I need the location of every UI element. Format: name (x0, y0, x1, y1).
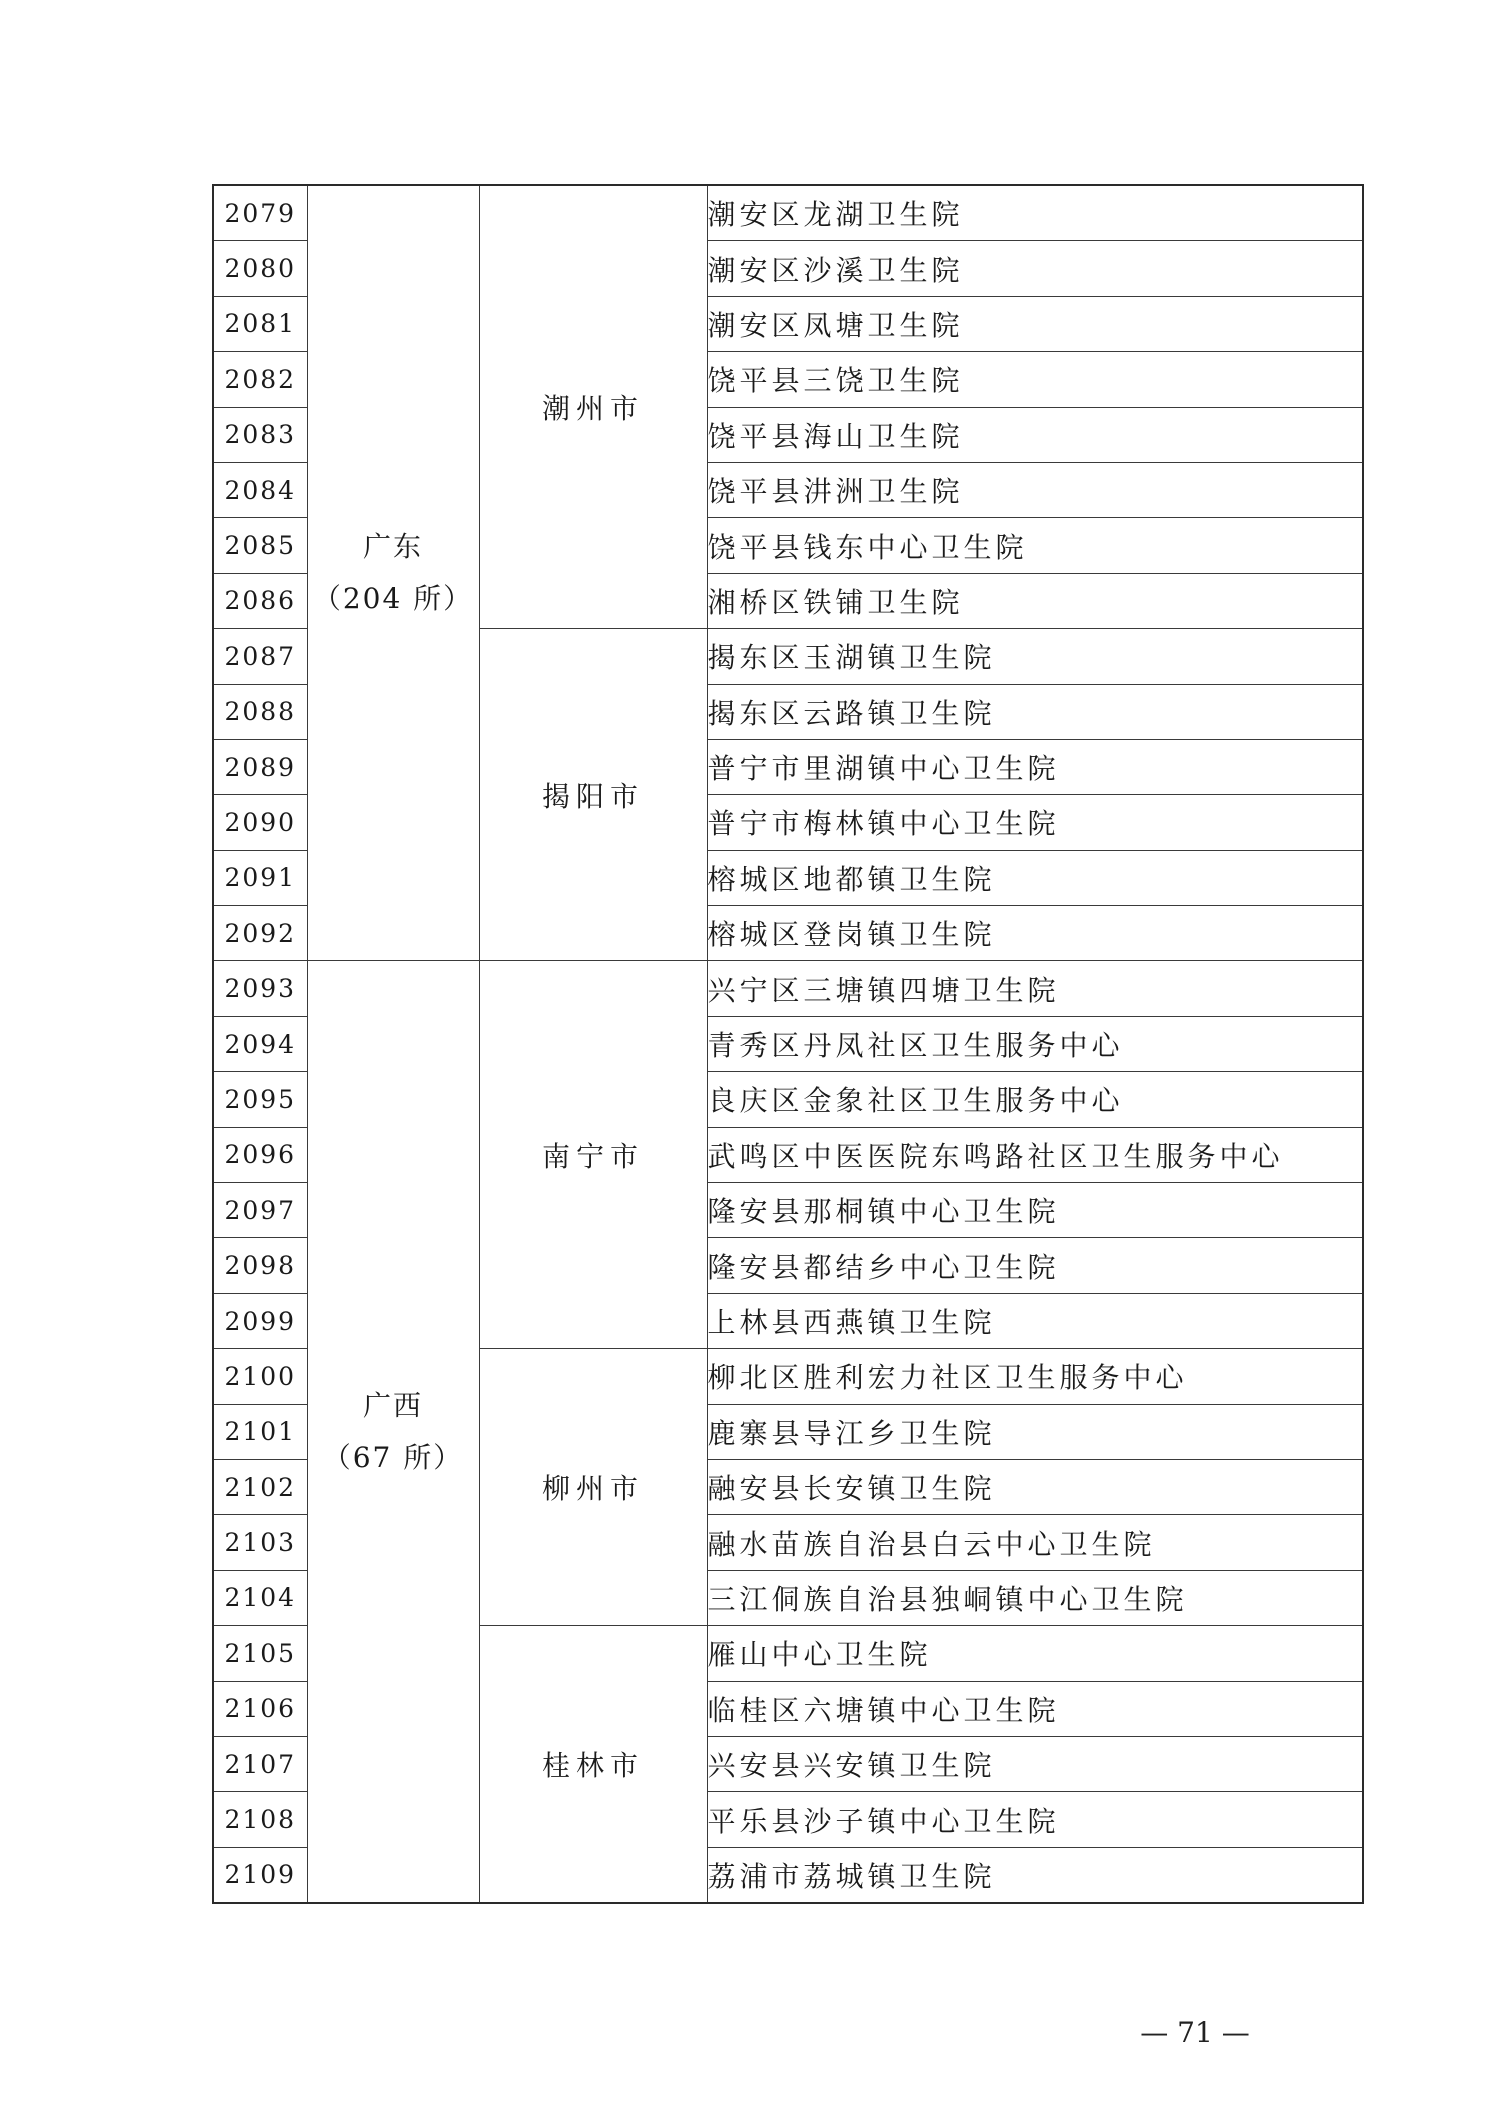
row-number: 2107 (213, 1736, 307, 1791)
city-cell: 柳州市 (479, 1349, 707, 1626)
institution-table (212, 184, 1364, 1904)
institution-name: 融水苗族自治县白云中心卫生院 (707, 1515, 1363, 1570)
row-number: 2103 (213, 1515, 307, 1570)
table-body (213, 185, 1363, 1903)
institution-name: 鹿寨县导江乡卫生院 (707, 1404, 1363, 1459)
row-number: 2106 (213, 1681, 307, 1736)
institution-name: 柳北区胜利宏力社区卫生服务中心 (707, 1349, 1363, 1404)
table-row (213, 185, 1363, 241)
row-number: 2093 (213, 961, 307, 1016)
city-cell: 潮州市 (479, 185, 707, 629)
row-number: 2094 (213, 1016, 307, 1071)
row-number: 2080 (213, 241, 307, 296)
province-count: （204 所） (312, 582, 474, 616)
institution-name: 兴安县兴安镇卫生院 (707, 1736, 1363, 1791)
institution-name: 上林县西燕镇卫生院 (707, 1293, 1363, 1348)
table-row (213, 961, 1363, 1016)
institution-name: 潮安区龙湖卫生院 (707, 185, 1363, 241)
institution-name: 隆安县那桐镇中心卫生院 (707, 1183, 1363, 1238)
institution-name: 饶平县汫洲卫生院 (707, 462, 1363, 517)
row-number: 2084 (213, 462, 307, 517)
row-number: 2087 (213, 629, 307, 684)
institution-name: 隆安县都结乡中心卫生院 (707, 1238, 1363, 1293)
row-number: 2081 (213, 296, 307, 351)
province-name: 广东 (362, 530, 423, 564)
institution-name: 平乐县沙子镇中心卫生院 (707, 1792, 1363, 1847)
row-number: 2109 (213, 1847, 307, 1903)
row-number: 2092 (213, 906, 307, 961)
institution-name: 普宁市梅林镇中心卫生院 (707, 795, 1363, 850)
row-number: 2082 (213, 352, 307, 407)
province-cell (307, 185, 479, 961)
institution-name: 三江侗族自治县独峒镇中心卫生院 (707, 1570, 1363, 1625)
institution-name: 良庆区金象社区卫生服务中心 (707, 1072, 1363, 1127)
row-number: 2108 (213, 1792, 307, 1847)
institution-name: 青秀区丹凤社区卫生服务中心 (707, 1016, 1363, 1071)
row-number: 2104 (213, 1570, 307, 1625)
province-cell (307, 961, 479, 1903)
row-number: 2098 (213, 1238, 307, 1293)
institution-name: 揭东区玉湖镇卫生院 (707, 629, 1363, 684)
institution-name: 临桂区六塘镇中心卫生院 (707, 1681, 1363, 1736)
row-number: 2101 (213, 1404, 307, 1459)
institution-name: 兴宁区三塘镇四塘卫生院 (707, 961, 1363, 1016)
city-cell: 揭阳市 (479, 629, 707, 961)
row-number: 2105 (213, 1626, 307, 1681)
institution-name: 潮安区凤塘卫生院 (707, 296, 1363, 351)
row-number: 2091 (213, 850, 307, 905)
row-number: 2102 (213, 1459, 307, 1514)
province-name: 广西 (362, 1388, 423, 1422)
institution-name: 饶平县海山卫生院 (707, 407, 1363, 462)
row-number: 2096 (213, 1127, 307, 1182)
row-number: 2086 (213, 573, 307, 628)
city-cell: 桂林市 (479, 1626, 707, 1903)
row-number: 2099 (213, 1293, 307, 1348)
row-number: 2089 (213, 739, 307, 794)
row-number: 2085 (213, 518, 307, 573)
row-number: 2090 (213, 795, 307, 850)
institution-name: 湘桥区铁铺卫生院 (707, 573, 1363, 628)
institution-name: 荔浦市荔城镇卫生院 (707, 1847, 1363, 1903)
institution-name: 融安县长安镇卫生院 (707, 1459, 1363, 1514)
institution-name: 榕城区地都镇卫生院 (707, 850, 1363, 905)
institution-name: 潮安区沙溪卫生院 (707, 241, 1363, 296)
institution-name: 榕城区登岗镇卫生院 (707, 906, 1363, 961)
institution-name: 普宁市里湖镇中心卫生院 (707, 739, 1363, 794)
institution-name: 饶平县三饶卫生院 (707, 352, 1363, 407)
row-number: 2100 (213, 1349, 307, 1404)
institution-name: 雁山中心卫生院 (707, 1626, 1363, 1681)
row-number: 2088 (213, 684, 307, 739)
row-number: 2095 (213, 1072, 307, 1127)
row-number: 2083 (213, 407, 307, 462)
city-cell: 南宁市 (479, 961, 707, 1349)
row-number: 2079 (213, 185, 307, 241)
institution-name: 揭东区云路镇卫生院 (707, 684, 1363, 739)
row-number: 2097 (213, 1183, 307, 1238)
province-count: （67 所） (322, 1440, 464, 1474)
institution-name: 饶平县钱东中心卫生院 (707, 518, 1363, 573)
page-number: — 71 — (1140, 2016, 1250, 2049)
institution-name: 武鸣区中医医院东鸣路社区卫生服务中心 (707, 1127, 1363, 1182)
